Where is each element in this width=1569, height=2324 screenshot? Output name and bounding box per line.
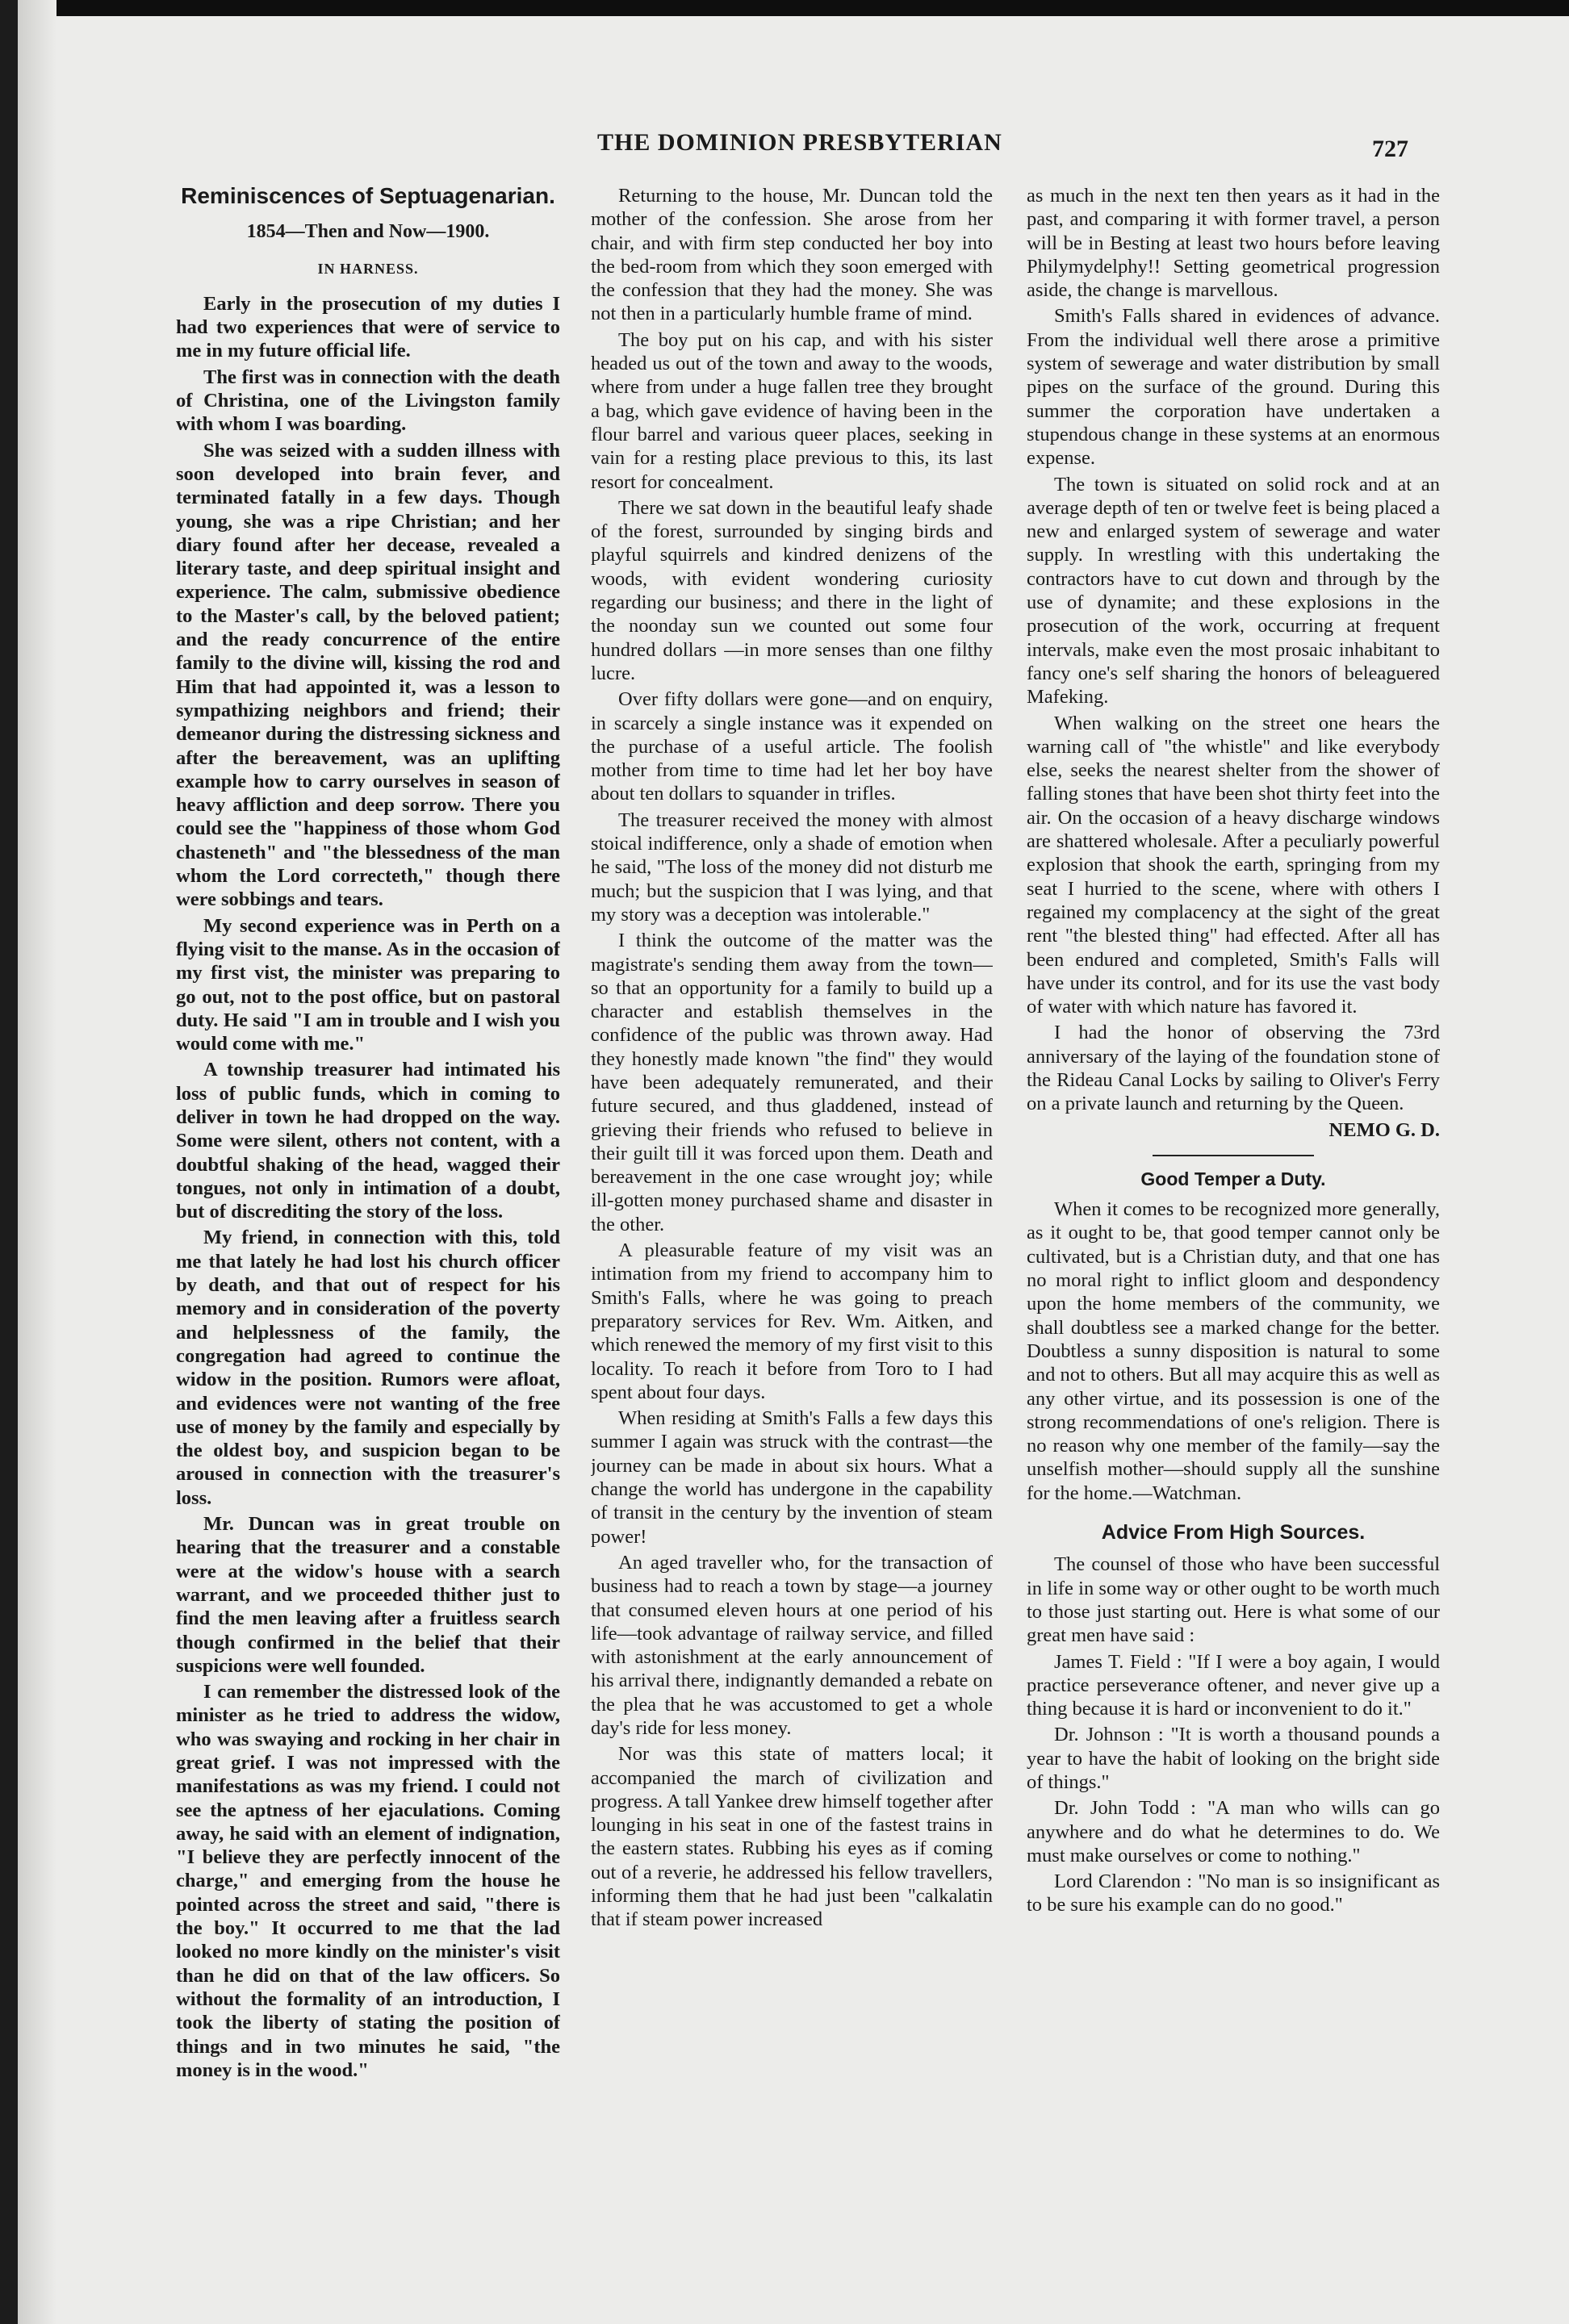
column-3	[1027, 184, 1440, 2137]
paragraph: When walking on the street one hears the warning call of "the whistle" and like everybody else, seeks the nearest shelter from the shower of falling stones that have been shot thirty feet into the air. On the occasion of a heavy discharge windows are shattered wholesale. After a peculiarly powerful explosion that shook the earth, springing from my seat I hurried to the scene, where with others I regained my complacency at the sight of the great rent "the blested thing" had effected. After all has been endured and completed, Smith's Falls will have under its control, and for its use the vast body of water with which nature has favored it.	[1027, 712, 1440, 1018]
paragraph: Returning to the house, Mr. Duncan told the mother of the confession. She arose from her chair, and with firm step conducted her boy into the bed-room from which they soon emerged with the confession that they had the money. She was not then in a particularly humble frame of mind.	[591, 185, 993, 325]
paragraph: Early in the prosecution of my duties I had two experiences that were of service to me in my future official life.	[176, 292, 560, 362]
paragraph: A pleasurable feature of my visit was an intimation from my friend to accompany him to Smith's Falls, where he was going to preach preparatory services for Rev. Wm. Aitken, and which renewed the memory of my first visit to this locality. To reach it before from Toro to I had spent about four days.	[591, 1239, 993, 1403]
paragraph: Lord Clarendon : "No man is so insignificant as to be sure his example can do no good."	[1027, 1870, 1440, 1916]
article-title: Good Temper a Duty.	[1140, 1168, 1326, 1189]
paragraph: Dr. John Todd : "A man who wills can go anywhere and do what he determines to do. We must make ourselves or come to nothing."	[1027, 1797, 1440, 1866]
paragraph: The treasurer received the money with almost stoical indifference, only a shade of emotion when he said, "The loss of the money did not disturb me much; but the suspicion that I was lying, and that my story was a deception was intolerable."	[591, 809, 993, 926]
column-2	[591, 184, 993, 2137]
paragraph: She was seized with a sudden illness with soon developed into brain fever, and terminated fatally in a few days. Though young, she was a ripe Christian; and her diary found after her decease, revealed a literary taste, and deep spiritual insight and experience. The calm, submissive obedience to the Master's call, by the beloved patient; and the ready concurrence of the entire family to the divine will, kissing the rod and Him that had appointed it, was a lesson to sympathizing neighbors and friend; their demeanor during the distressing sickness and after the bereavement, was an uplifting example how to carry ourselves in season of heavy affliction and deep sorrow. There you could see the "happiness of those whom God chasteneth" and "the blessedness of the man whom the Lord correcteth," though there were sobbings and tears.	[176, 439, 560, 911]
article-title: Advice From High Sources.	[1101, 1521, 1366, 1544]
paragraph: as much in the next ten then years as it had in the past, and comparing it with former travel, a person will be in Besting at least two hours before leaving Philymydelphy!! Setting geometrical progression aside, the change is marvellous.	[1027, 185, 1440, 302]
paragraph: An aged traveller who, for the transaction of business had to reach a town by stage—a journey that consumed eleven hours at one period of his life—took advantage of railway service, and filled with astonishment at the early announcement of his arrival there, indignantly demanded a rebate on the plea that he was accustomed to get a whole day's ride for less money.	[591, 1551, 993, 1739]
page-number: 727	[1372, 136, 1408, 162]
signature: NEMO G. D.	[1328, 1118, 1440, 1141]
left-border	[0, 0, 18, 2324]
paragraph: Dr. Johnson : "It is worth a thousand pounds a year to have the habit of looking on the bright side of things."	[1027, 1724, 1440, 1793]
column-1	[176, 184, 560, 2137]
paragraph: I think the outcome of the matter was the magistrate's sending them away from the town—so that an opportunity for a family to build up a character and establish themselves in the confidence of the public was thrown away. Had they honestly made known "the find" they would have been adequately remunerated, and their future secured, and thus gladdened, instead of grieving their friends who refused to believe in their guilt till it was forced upon them. Death and bereavement in the one case wrought joy; while ill-gotten money purchased shame and disaster in the other.	[591, 930, 993, 1235]
article-title: Reminiscences of Septuagenarian.	[181, 184, 555, 208]
divider	[1153, 1155, 1314, 1156]
paragraph: My second experience was in Perth on a flying visit to the manse. As in the occasion of my first vist, the minister was preparing to go out, not to the post office, but on pastoral duty. He said "I am in trouble and I wish you would come with me."	[176, 914, 560, 1055]
paragraph: I can remember the distressed look of the minister as he tried to address the widow, who was swaying and rocking in her chair in great grief. I was not impressed with the manifestations as was my friend. I could not see the aptness of her ejaculations. Coming away, he said with an element of indignation, "I believe they are perfectly innocent of the charge," and emerging from the house he pointed across the street and said, "there is the boy." It occurred to me that the lad looked no more kindly on the minister's visit than he did on that of the law officers. So without the formality of an introduction, I took the liberty of stating the position of things and in two minutes he said, "the money is in the wood."	[176, 1681, 560, 2081]
paragraph: Over fifty dollars were gone—and on enquiry, in scarcely a single instance was it expended on the purchase of a useful article. The foolish mother from time to time had let her boy have about ten dollars to squander in trifles.	[591, 688, 993, 805]
left-shadow	[18, 0, 56, 2324]
paragraph: When residing at Smith's Falls a few days this summer I again was struck with the contrast—the journey can be made in about six hours. What a change the world has undergone in the capability of transit in the century by the invention of steam power!	[591, 1407, 993, 1548]
paragraph: The first was in connection with the death of Christina, one of the Livingston family with whom I was boarding.	[176, 366, 560, 436]
article-dateline: 1854—Then and Now—1900.	[246, 221, 490, 243]
running-title: THE DOMINION PRESBYTERIAN	[597, 129, 1002, 156]
paragraph: I had the honor of observing the 73rd anniversary of the laying of the foundation stone of the Rideau Canal Locks by sailing to Oliver's Ferry on a private launch and returning by the Queen.	[1027, 1022, 1440, 1115]
paragraph: There we sat down in the beautiful leafy shade of the forest, surrounded by singing birds and playful squirrels and kindred denizens of the woods, with evident wondering curiosity regarding our business; and there in the light of the noonday sun we counted out some four hundred dollars —in more senses than one filthy lucre.	[591, 496, 993, 684]
paragraph: Smith's Falls shared in evidences of advance. From the individual well there arose a primitive system of sewerage and water distribution by small pipes on the surface of the ground. During this summer the corporation have undertaken a stupendous change in these systems at an enormous expense.	[1027, 305, 1440, 470]
paragraph: The counsel of those who have been successful in life in some way or other ought to be worth much to those just starting out. Here is what some of our great men have said :	[1027, 1553, 1440, 1647]
paragraph: The boy put on his cap, and with his sister headed us out of the town and away to the woods, where from under a huge fallen tree they brought a bag, which gave evidence of having been in the flour barrel and various queer places, seeking in vain for a resting place previous to this, its last resort for concealment.	[591, 328, 993, 493]
paragraph: Mr. Duncan was in great trouble on hearing that the treasurer and a constable were at the widow's house with a search warrant, and we proceeded thither just to find the men leaving after a fruitless search though confirmed in the belief that their suspicions were well founded.	[176, 1513, 560, 1677]
paragraph: A township treasurer had intimated his loss of public funds, which in coming to deliver in town he had dropped on the way. Some were silent, others not content, with a doubtful shaking of the head, wagged their tongues, not only in intimation of a doubt, but of discrediting the story of the loss.	[176, 1059, 560, 1223]
paragraph: Nor was this state of matters local; it accompanied the march of civilization and progress. A tall Yankee drew himself together after lounging in his seat in one of the fastest trains in the eastern states. Rubbing his eyes as if coming out of a reverie, he addressed his fellow travellers, informing them that he had just been "calkalatin that if steam power increased	[591, 1743, 993, 1931]
paragraph: James T. Field : "If I were a boy again, I would practice perseverance oftener, and never give up a thing because it is hard or inconvenient to do it."	[1027, 1650, 1440, 1720]
top-border	[0, 0, 1569, 16]
paragraph: The town is situated on solid rock and at an average depth of ten or twelve feet is being placed a new and enlarged system of sewerage and water supply. In wrestling with this undertaking the contractors have to cut down and through by the use of dynamite; and these explosions in the prosecution of the work, occurring at frequent intervals, make even the most prosaic inhabitant to fancy one's self sharing the honors of beleaguered Mafeking.	[1027, 473, 1440, 708]
paragraph: My friend, in connection with this, told me that lately he had lost his church officer by death, and that out of respect for his memory and in consideration of the poverty and helplessness of the family, the congregation had agreed to continue the widow in the position. Rumors were afloat, and evidences were not wanting of the free use of money by the family and especially by the oldest boy, and suspicion began to be aroused in connection with the treasurer's loss.	[176, 1227, 560, 1509]
section-heading: IN HARNESS.	[317, 260, 419, 277]
paragraph: When it comes to be recognized more generally, as it ought to be, that good temper cannot only be cultivated, but is a Christian duty, and that one has no moral right to inflict gloom and despondency upon the home members of the community, we shall doubtless see a marked change for the better. Doubtless a sunny disposition is natural to some and not to others. But all may acquire this as well as any other virtue, and its possession is one of the strong recommendations of one's religion. There is no reason why one member of the family—say the unselfish mother—should supply all the sunshine for the home.—Watchman.	[1027, 1198, 1440, 1504]
